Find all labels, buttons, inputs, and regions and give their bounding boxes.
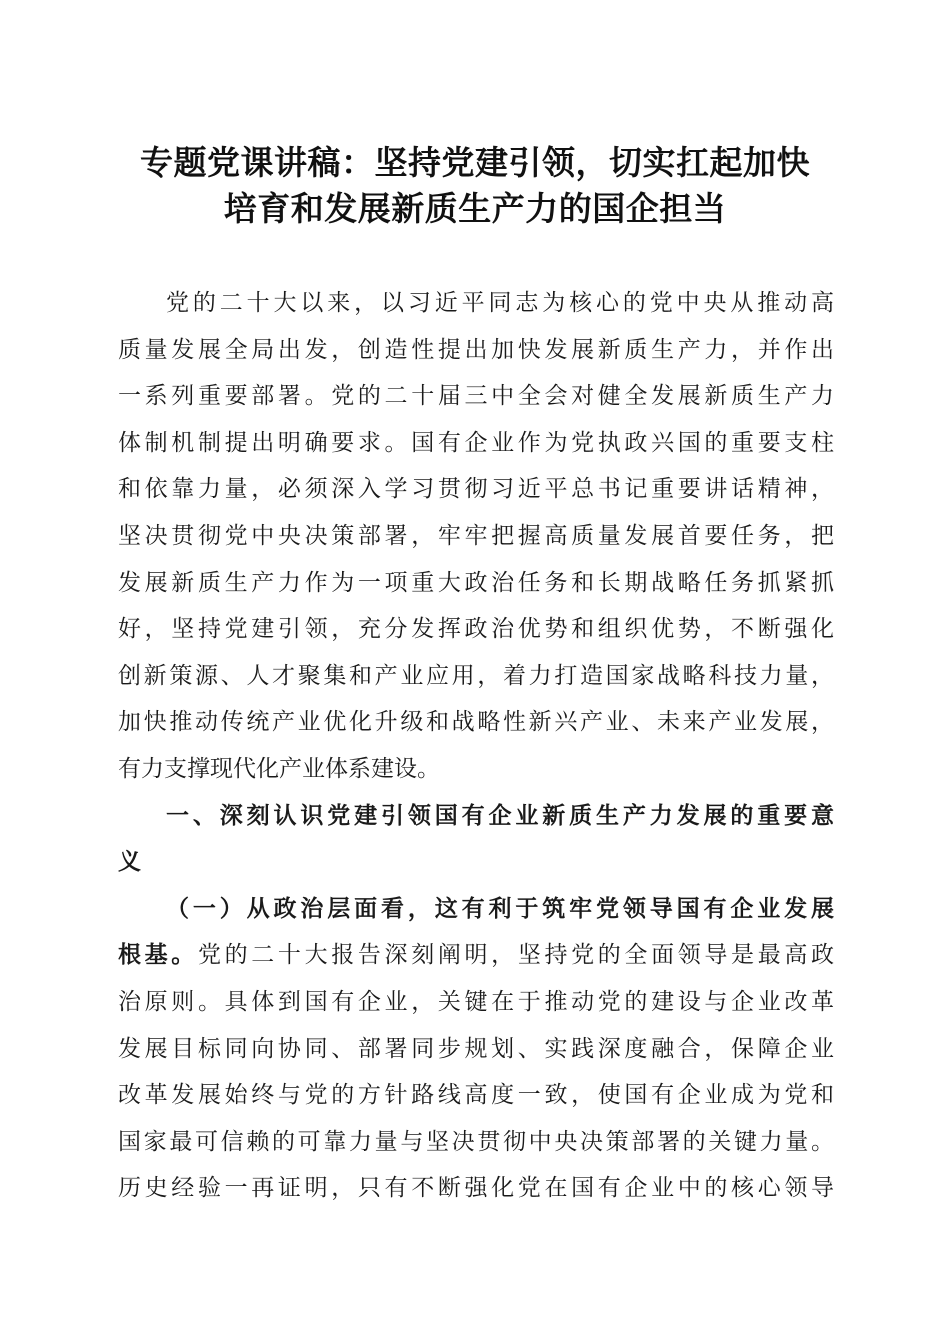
- intro-line: 一系列重要部署。党的二十届三中全会对健全发展新质生产力: [118, 383, 834, 410]
- subsection-line: 改革发展始终与党的方针路线高度一致，使国有企业成为党和: [118, 1082, 834, 1109]
- subsection-line: [118, 932, 834, 979]
- subsection-heading-line: （一）从政治层面看，这有利于筑牢党领导国有企业发展: [166, 894, 834, 922]
- intro-line: 创新策源、人才聚集和产业应用，着力打造国家战略科技力量，: [118, 662, 834, 689]
- intro-line: 加快推动传统产业优化升级和战略性新兴产业、未来产业发展，: [118, 709, 834, 736]
- document-body: [118, 280, 834, 1212]
- intro-line: 好，坚持党建引领，充分发挥政治优势和组织优势，不断强化: [118, 616, 834, 643]
- section-heading-line: 一、深刻认识党建引领国有企业新质生产力发展的重要意: [166, 801, 834, 829]
- intro-line: 质量发展全局出发，创造性提出加快发展新质生产力，并作出: [118, 336, 834, 363]
- intro-line: 发展新质生产力作为一项重大政治任务和长期战略任务抓紧抓: [118, 569, 834, 596]
- subsection-line: 发展目标同向协同、部署同步规划、实践深度融合，保障企业: [118, 1035, 834, 1062]
- intro-line: 和依靠力量，必须深入学习贯彻习近平总书记重要讲话精神，: [118, 476, 834, 503]
- title-line-1: 专题党课讲稿：坚持党建引领，切实扛起加快: [140, 143, 810, 182]
- subsection-paragraph-1: [118, 886, 834, 1212]
- section-heading-1: [118, 793, 834, 886]
- subsection-line: 国家最可信赖的可靠力量与坚决贯彻中央决策部署的关键力量。: [118, 1128, 834, 1155]
- intro-line: 党的二十大以来，以习近平同志为核心的党中央从推动高: [166, 290, 834, 316]
- intro-line: 体制机制提出明确要求。国有企业作为党执政兴国的重要支柱: [118, 429, 834, 456]
- subsection-heading-tail: 根基。: [118, 941, 198, 969]
- section-heading-line: 义: [118, 848, 141, 876]
- document-title: [100, 140, 850, 232]
- title-line-2: 培育和发展新质生产力的国企担当: [223, 189, 727, 228]
- subsection-line-text: 党的二十大报告深刻阐明，坚持党的全面领导是最高政: [197, 942, 835, 969]
- intro-line: 有力支撑现代化产业体系建设。: [118, 755, 440, 782]
- intro-line: 坚决贯彻党中央决策部署，牢牢把握高质量发展首要任务，把: [118, 522, 834, 549]
- subsection-line: 历史经验一再证明，只有不断强化党在国有企业中的核心领导: [118, 1175, 834, 1202]
- subsection-line: 治原则。具体到国有企业，关键在于推动党的建设与企业改革: [118, 988, 834, 1015]
- intro-paragraph: [118, 280, 834, 793]
